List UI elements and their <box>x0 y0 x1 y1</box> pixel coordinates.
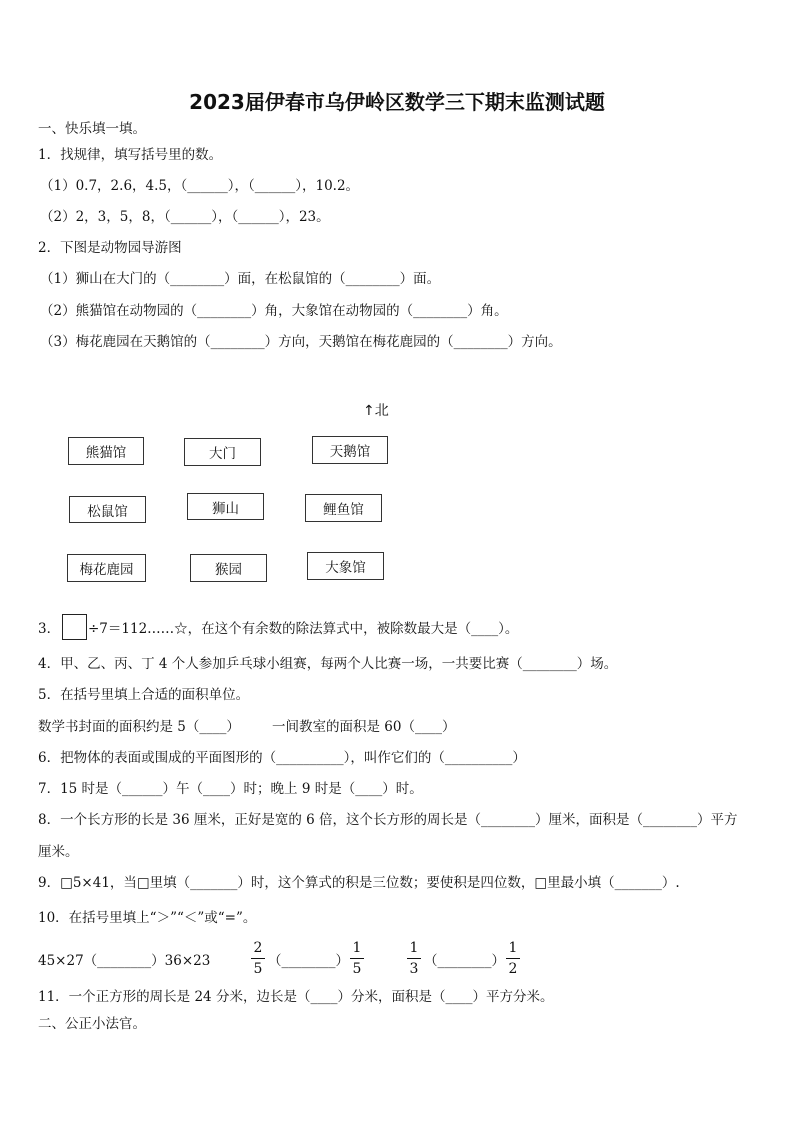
question-3-number: 3． <box>38 621 61 637</box>
dividend-box <box>62 614 87 640</box>
section-2-heading: 二、公正小法官。 <box>38 1016 146 1032</box>
question-5-stem: 5．在括号里填上合适的面积单位。 <box>38 687 250 703</box>
fraction-one-half: 1 2 <box>506 940 520 977</box>
map-squirrel-house: 松鼠馆 <box>69 496 146 523</box>
question-2-part-1: （1）狮山在大门的（________）面，在松鼠馆的（________）面。 <box>40 271 441 287</box>
fraction-two-fifths: 2 5 <box>251 940 265 977</box>
question-2-stem: 2．下图是动物园导游图 <box>38 240 182 256</box>
map-panda-house: 熊猫馆 <box>68 437 144 465</box>
question-10-compare-a: 45×27（________）36×23 <box>38 953 211 969</box>
question-2-part-2: （2）熊猫馆在动物园的（________）角，大象馆在动物园的（________）角。 <box>40 303 508 319</box>
question-10-stem: 10．在括号里填上“＞”“＜”或“=”。 <box>38 910 257 926</box>
map-main-gate: 大门 <box>184 438 261 466</box>
map-carp-house: 鲤鱼馆 <box>305 494 382 522</box>
question-7: 7．15 时是（______）午（____）时；晚上 9 时是（____）时。 <box>38 781 423 797</box>
question-8-line-2: 厘米。 <box>38 844 79 860</box>
map-lion-hill: 狮山 <box>187 493 264 520</box>
map-swan-house: 天鹅馆 <box>312 436 388 464</box>
question-1-stem: 1．找规律，填写括号里的数。 <box>38 147 223 163</box>
question-3-text: ÷7＝112……☆，在这个有余数的除法算式中，被除数最大是（____）。 <box>88 621 519 637</box>
question-5-part-b: 一间教室的面积是 60（____） <box>272 719 456 735</box>
question-4: 4．甲、乙、丙、丁 4 个人参加乒乓球小组赛，每两个人比赛一场，一共要比赛（________）场。 <box>38 656 618 672</box>
question-2-part-3: （3）梅花鹿园在天鹅馆的（________）方向，天鹅馆在梅花鹿园的（________）方向。 <box>40 334 562 350</box>
map-monkey-garden: 猴园 <box>190 554 267 582</box>
map-elephant-house: 大象馆 <box>307 552 384 580</box>
question-5-part-a: 数学书封面的面积约是 5（____） <box>38 719 240 735</box>
fraction-one-third: 1 3 <box>407 940 421 977</box>
question-6: 6．把物体的表面或围成的平面图形的（__________），叫作它们的（__________） <box>38 750 526 766</box>
question-10-compare-b-blank: （________） <box>268 953 349 969</box>
fraction-one-fifth: 1 5 <box>350 940 364 977</box>
question-1-part-1: （1）0.7，2.6，4.5，（______），（______），10.2。 <box>40 178 360 194</box>
map-deer-garden: 梅花鹿园 <box>67 554 146 582</box>
page-title: 2023届伊春市乌伊岭区数学三下期末监测试题 <box>189 90 605 114</box>
section-1-heading: 一、快乐填一填。 <box>38 121 146 137</box>
question-11: 11．一个正方形的周长是 24 分米，边长是（____）分米，面积是（____）平方分米。 <box>38 989 554 1005</box>
question-8-line-1: 8．一个长方形的长是 36 厘米，正好是宽的 6 倍，这个长方形的周长是（________）厘米，面积是（________）平方 <box>38 812 738 828</box>
question-9: 9．□5×41，当□里填（_______）时，这个算式的积是三位数；要使积是四位数，□里最小填（_______）. <box>38 875 680 891</box>
question-1-part-2: （2）2，3，5，8，（______），（______），23。 <box>40 209 330 225</box>
north-arrow: ↑北 <box>363 403 389 419</box>
question-10-compare-c-blank: （________） <box>424 953 505 969</box>
